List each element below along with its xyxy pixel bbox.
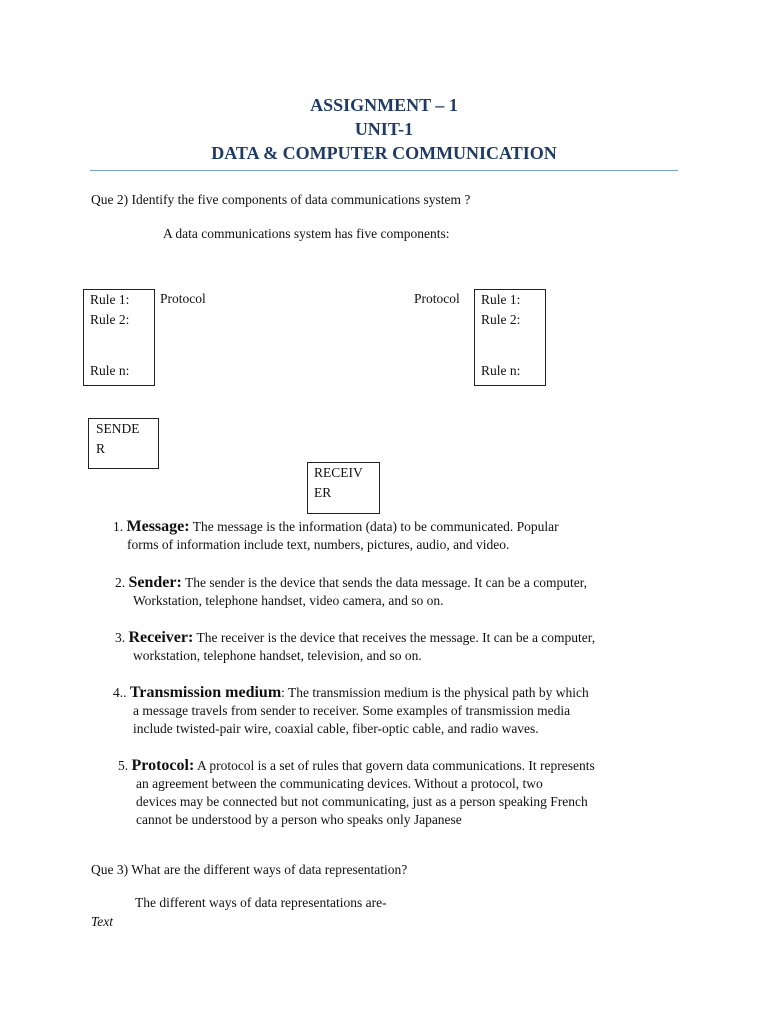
component-text: cannot be understood by a person who speaks only Japanese: [136, 812, 462, 827]
question-3: Que 3) What are the different ways of data representation?: [91, 862, 408, 877]
component-text: forms of information include text, numbers, pictures, audio, and video.: [127, 537, 510, 552]
receiver-label-line1: RECEIV: [314, 465, 363, 480]
left-rule-1: Rule 1:: [90, 292, 130, 307]
right-protocol-label: Protocol: [414, 291, 460, 306]
component-text: devices may be connected but not communicating, just as a person speaking French: [136, 794, 588, 809]
component-text: workstation, telephone handset, television, and so on.: [133, 648, 422, 663]
right-rule-2: Rule 2:: [481, 312, 521, 327]
left-rule-n: Rule n:: [90, 363, 130, 378]
right-rule-n: Rule n:: [481, 363, 521, 378]
component-transmission-medium: 4.. Transmission medium: The transmission medium is the physical path by which a message travels from sender to receiver. Some examples of transmission media include twisted-pair wire, coaxial cable, fiber-optic cable, and radio waves.: [113, 684, 589, 736]
component-text: The receiver is the device that receives the message. It can be a computer,: [196, 630, 596, 645]
component-number: 3.: [115, 630, 129, 645]
component-number: 5.: [118, 758, 132, 773]
component-text: include twisted-pair wire, coaxial cable, fiber-optic cable, and radio waves.: [133, 721, 539, 736]
right-rule-1: Rule 1:: [481, 292, 521, 307]
sender-box: [88, 418, 159, 469]
receiver-box: [307, 462, 380, 514]
component-sender: [115, 574, 587, 610]
component-receiver: [115, 629, 595, 665]
unit-title: UNIT-1: [354, 119, 414, 139]
component-heading: Protocol:: [131, 757, 195, 774]
component-number: 2.: [115, 575, 129, 590]
component-protocol: [118, 757, 595, 829]
component-text: A protocol is a set of rules that govern data communications. It represents: [196, 758, 595, 773]
representation-item-text: Text: [91, 914, 114, 929]
subject-title: DATA & COMPUTER COMMUNICATION: [211, 143, 557, 163]
left-protocol-label: Protocol: [160, 291, 206, 306]
sender-label-line2: R: [96, 441, 106, 456]
left-rules-box: [83, 289, 155, 386]
question-2-intro: A data communications system has five components:: [163, 226, 450, 241]
component-heading: Sender:: [128, 574, 182, 591]
component-text: a message travels from sender to receiver. Some examples of transmission media: [133, 703, 571, 718]
component-text: The message is the information (data) to be communicated. Popular: [192, 519, 559, 534]
component-text: The transmission medium is the physical path by which: [288, 685, 589, 700]
left-rule-2: Rule 2:: [90, 312, 130, 327]
component-number: 1.: [113, 519, 127, 534]
component-heading: Transmission medium: [129, 684, 282, 701]
receiver-label-line2: ER: [314, 485, 332, 500]
assignment-title: ASSIGNMENT – 1: [310, 95, 458, 115]
question-2: Que 2) Identify the five components of data communications system ?: [91, 192, 471, 207]
component-number: 4..: [113, 685, 130, 700]
header-divider: [90, 170, 678, 171]
question-3-intro: The different ways of data representations are-: [135, 895, 387, 910]
right-rules-box: [474, 289, 546, 386]
component-text: The sender is the device that sends the data message. It can be a computer,: [184, 575, 588, 590]
sender-label-line1: SENDE: [96, 421, 140, 436]
component-heading: Message:: [126, 518, 190, 535]
component-heading: Receiver:: [128, 629, 194, 646]
component-text: Workstation, telephone handset, video camera, and so on.: [133, 593, 444, 608]
component-message: [113, 518, 559, 554]
component-text: an agreement between the communicating devices. Without a protocol, two: [136, 776, 543, 791]
